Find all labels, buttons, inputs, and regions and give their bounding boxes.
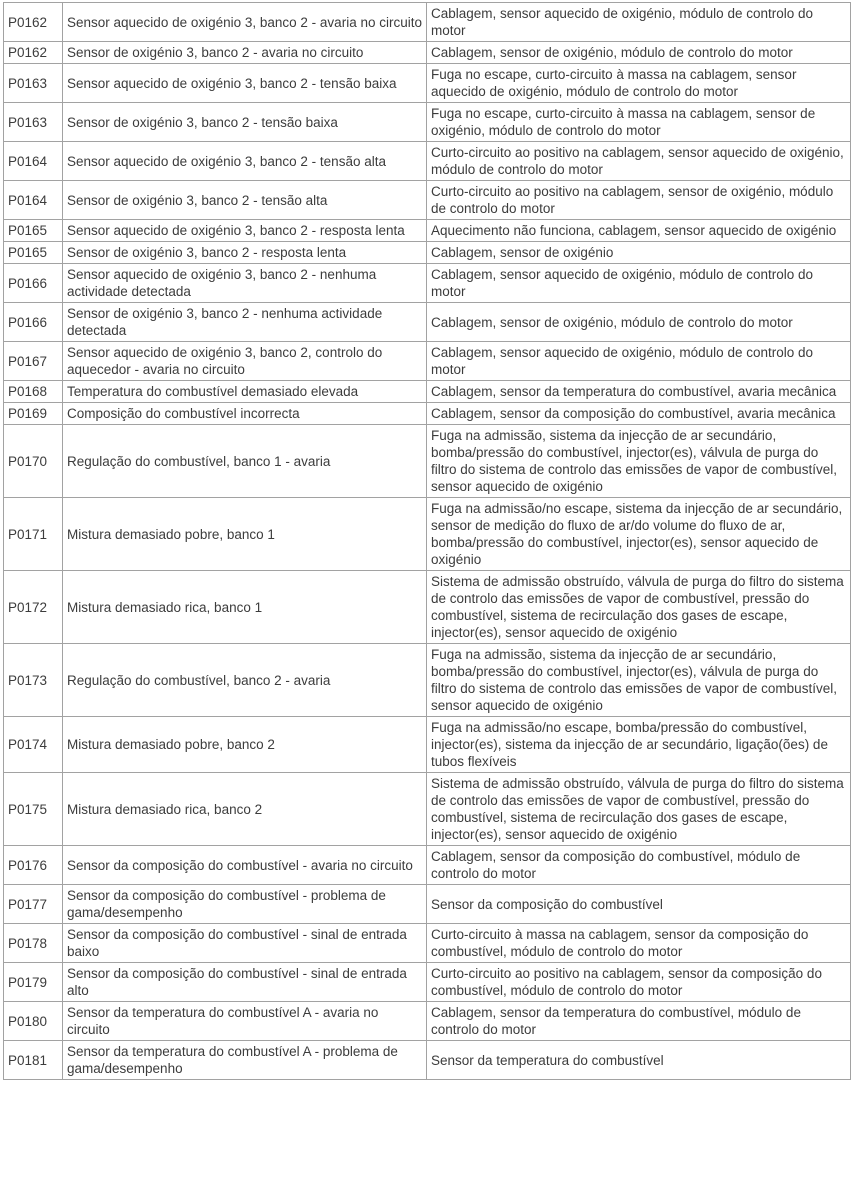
dtc-code-cell: P0175: [4, 773, 63, 846]
table-row: [4, 885, 851, 924]
dtc-causes-cell: Fuga na admissão/no escape, sistema da injecção de ar secundário, sensor de medição do fluxo de ar/do volume do fluxo de ar, bomba/pressão do combustível, injector(es), sensor aquecido de oxigénio: [427, 498, 851, 571]
dtc-causes-cell: Fuga na admissão/no escape, bomba/pressão do combustível, injector(es), sistema da injecção de ar secundário, ligação(ões) de tubos flexíveis: [427, 717, 851, 773]
table-row: [4, 1041, 851, 1080]
dtc-code-cell: P0163: [4, 103, 63, 142]
dtc-code-cell: P0166: [4, 264, 63, 303]
dtc-description-cell: Mistura demasiado pobre, banco 2: [63, 717, 427, 773]
dtc-code-cell: P0174: [4, 717, 63, 773]
dtc-code-cell: P0173: [4, 644, 63, 717]
dtc-description-cell: Mistura demasiado rica, banco 2: [63, 773, 427, 846]
dtc-causes-cell: Sensor da temperatura do combustível: [427, 1041, 851, 1080]
table-row: [4, 425, 851, 498]
dtc-code-cell: P0162: [4, 42, 63, 64]
table-row: [4, 42, 851, 64]
table-row: [4, 64, 851, 103]
dtc-description-cell: Sensor da temperatura do combustível A - avaria no circuito: [63, 1002, 427, 1041]
dtc-description-cell: Sensor aquecido de oxigénio 3, banco 2 - nenhuma actividade detectada: [63, 264, 427, 303]
dtc-code-cell: P0166: [4, 303, 63, 342]
dtc-code-cell: P0170: [4, 425, 63, 498]
dtc-causes-cell: Cablagem, sensor da temperatura do combustível, módulo de controlo do motor: [427, 1002, 851, 1041]
dtc-description-cell: Mistura demasiado rica, banco 1: [63, 571, 427, 644]
dtc-causes-cell: Cablagem, sensor aquecido de oxigénio, módulo de controlo do motor: [427, 264, 851, 303]
table-row: [4, 846, 851, 885]
dtc-code-cell: P0163: [4, 64, 63, 103]
table-row: [4, 242, 851, 264]
dtc-description-cell: Sensor de oxigénio 3, banco 2 - tensão alta: [63, 181, 427, 220]
dtc-description-cell: Sensor aquecido de oxigénio 3, banco 2 - resposta lenta: [63, 220, 427, 242]
dtc-causes-cell: Cablagem, sensor de oxigénio, módulo de controlo do motor: [427, 42, 851, 64]
dtc-causes-cell: Cablagem, sensor aquecido de oxigénio, módulo de controlo do motor: [427, 342, 851, 381]
dtc-causes-cell: Fuga no escape, curto-circuito à massa na cablagem, sensor aquecido de oxigénio, módulo de controlo do motor: [427, 64, 851, 103]
dtc-description-cell: Composição do combustível incorrecta: [63, 403, 427, 425]
dtc-causes-cell: Cablagem, sensor de oxigénio: [427, 242, 851, 264]
dtc-description-cell: Temperatura do combustível demasiado elevada: [63, 381, 427, 403]
dtc-causes-cell: Cablagem, sensor de oxigénio, módulo de controlo do motor: [427, 303, 851, 342]
table-row: [4, 181, 851, 220]
dtc-causes-cell: Cablagem, sensor da temperatura do combustível, avaria mecânica: [427, 381, 851, 403]
dtc-causes-cell: Cablagem, sensor da composição do combustível, módulo de controlo do motor: [427, 846, 851, 885]
dtc-causes-cell: Sensor da composição do combustível: [427, 885, 851, 924]
table-row: [4, 571, 851, 644]
dtc-table-body: [4, 3, 851, 1080]
dtc-description-cell: Sensor da composição do combustível - sinal de entrada baixo: [63, 924, 427, 963]
dtc-table: [3, 2, 851, 1080]
dtc-causes-cell: Sistema de admissão obstruído, válvula de purga do filtro do sistema de controlo das emissões de vapor de combustível, pressão do combustível, sistema de recirculação dos gases de escape, injector(es), sensor aquecido de oxigénio: [427, 773, 851, 846]
table-row: [4, 220, 851, 242]
dtc-description-cell: Sensor aquecido de oxigénio 3, banco 2 - tensão alta: [63, 142, 427, 181]
dtc-description-cell: Sensor da composição do combustível - problema de gama/desempenho: [63, 885, 427, 924]
dtc-code-cell: P0162: [4, 3, 63, 42]
table-row: [4, 498, 851, 571]
dtc-causes-cell: Curto-circuito ao positivo na cablagem, sensor de oxigénio, módulo de controlo do motor: [427, 181, 851, 220]
table-row: [4, 103, 851, 142]
table-row: [4, 717, 851, 773]
table-row: [4, 924, 851, 963]
table-row: [4, 773, 851, 846]
dtc-causes-cell: Aquecimento não funciona, cablagem, sensor aquecido de oxigénio: [427, 220, 851, 242]
table-row: [4, 644, 851, 717]
dtc-code-cell: P0167: [4, 342, 63, 381]
dtc-description-cell: Sensor de oxigénio 3, banco 2 - tensão baixa: [63, 103, 427, 142]
table-row: [4, 963, 851, 1002]
dtc-description-cell: Regulação do combustível, banco 2 - avaria: [63, 644, 427, 717]
table-row: [4, 142, 851, 181]
dtc-code-cell: P0176: [4, 846, 63, 885]
dtc-code-cell: P0172: [4, 571, 63, 644]
table-row: [4, 303, 851, 342]
dtc-causes-cell: Curto-circuito ao positivo na cablagem, sensor da composição do combustível, módulo de controlo do motor: [427, 963, 851, 1002]
dtc-description-cell: Regulação do combustível, banco 1 - avaria: [63, 425, 427, 498]
table-row: [4, 3, 851, 42]
dtc-description-cell: Sensor de oxigénio 3, banco 2 - resposta lenta: [63, 242, 427, 264]
dtc-description-cell: Sensor da temperatura do combustível A - problema de gama/desempenho: [63, 1041, 427, 1080]
dtc-code-cell: P0169: [4, 403, 63, 425]
dtc-code-cell: P0165: [4, 220, 63, 242]
dtc-causes-cell: Cablagem, sensor da composição do combustível, avaria mecânica: [427, 403, 851, 425]
dtc-code-cell: P0171: [4, 498, 63, 571]
dtc-description-cell: Sensor aquecido de oxigénio 3, banco 2 - tensão baixa: [63, 64, 427, 103]
dtc-description-cell: Mistura demasiado pobre, banco 1: [63, 498, 427, 571]
table-row: [4, 381, 851, 403]
dtc-causes-cell: Curto-circuito à massa na cablagem, sensor da composição do combustível, módulo de controlo do motor: [427, 924, 851, 963]
dtc-causes-cell: Curto-circuito ao positivo na cablagem, sensor aquecido de oxigénio, módulo de controlo do motor: [427, 142, 851, 181]
dtc-code-cell: P0165: [4, 242, 63, 264]
table-row: [4, 1002, 851, 1041]
table-row: [4, 264, 851, 303]
dtc-code-cell: P0179: [4, 963, 63, 1002]
dtc-causes-cell: Fuga na admissão, sistema da injecção de ar secundário, bomba/pressão do combustível, injector(es), válvula de purga do filtro do sistema de controlo das emissões de vapor de combustível, sensor aquecido de oxigénio: [427, 425, 851, 498]
dtc-causes-cell: Sistema de admissão obstruído, válvula de purga do filtro do sistema de controlo das emissões de vapor de combustível, pressão do combustível, sistema de recirculação dos gases de escape, injector(es), sensor aquecido de oxigénio: [427, 571, 851, 644]
dtc-description-cell: Sensor aquecido de oxigénio 3, banco 2 - avaria no circuito: [63, 3, 427, 42]
dtc-code-cell: P0178: [4, 924, 63, 963]
dtc-causes-cell: Fuga no escape, curto-circuito à massa na cablagem, sensor de oxigénio, módulo de controlo do motor: [427, 103, 851, 142]
dtc-description-cell: Sensor da composição do combustível - sinal de entrada alto: [63, 963, 427, 1002]
dtc-code-cell: P0168: [4, 381, 63, 403]
dtc-code-cell: P0181: [4, 1041, 63, 1080]
dtc-description-cell: Sensor aquecido de oxigénio 3, banco 2, controlo do aquecedor - avaria no circuito: [63, 342, 427, 381]
dtc-code-cell: P0180: [4, 1002, 63, 1041]
dtc-description-cell: Sensor da composição do combustível - avaria no circuito: [63, 846, 427, 885]
dtc-description-cell: Sensor de oxigénio 3, banco 2 - nenhuma actividade detectada: [63, 303, 427, 342]
dtc-code-cell: P0177: [4, 885, 63, 924]
dtc-description-cell: Sensor de oxigénio 3, banco 2 - avaria no circuito: [63, 42, 427, 64]
table-row: [4, 342, 851, 381]
dtc-causes-cell: Fuga na admissão, sistema da injecção de ar secundário, bomba/pressão do combustível, injector(es), válvula de purga do filtro do sistema de controlo das emissões de vapor de combustível, sensor aquecido de oxigénio: [427, 644, 851, 717]
dtc-code-cell: P0164: [4, 181, 63, 220]
dtc-code-cell: P0164: [4, 142, 63, 181]
table-row: [4, 403, 851, 425]
dtc-causes-cell: Cablagem, sensor aquecido de oxigénio, módulo de controlo do motor: [427, 3, 851, 42]
